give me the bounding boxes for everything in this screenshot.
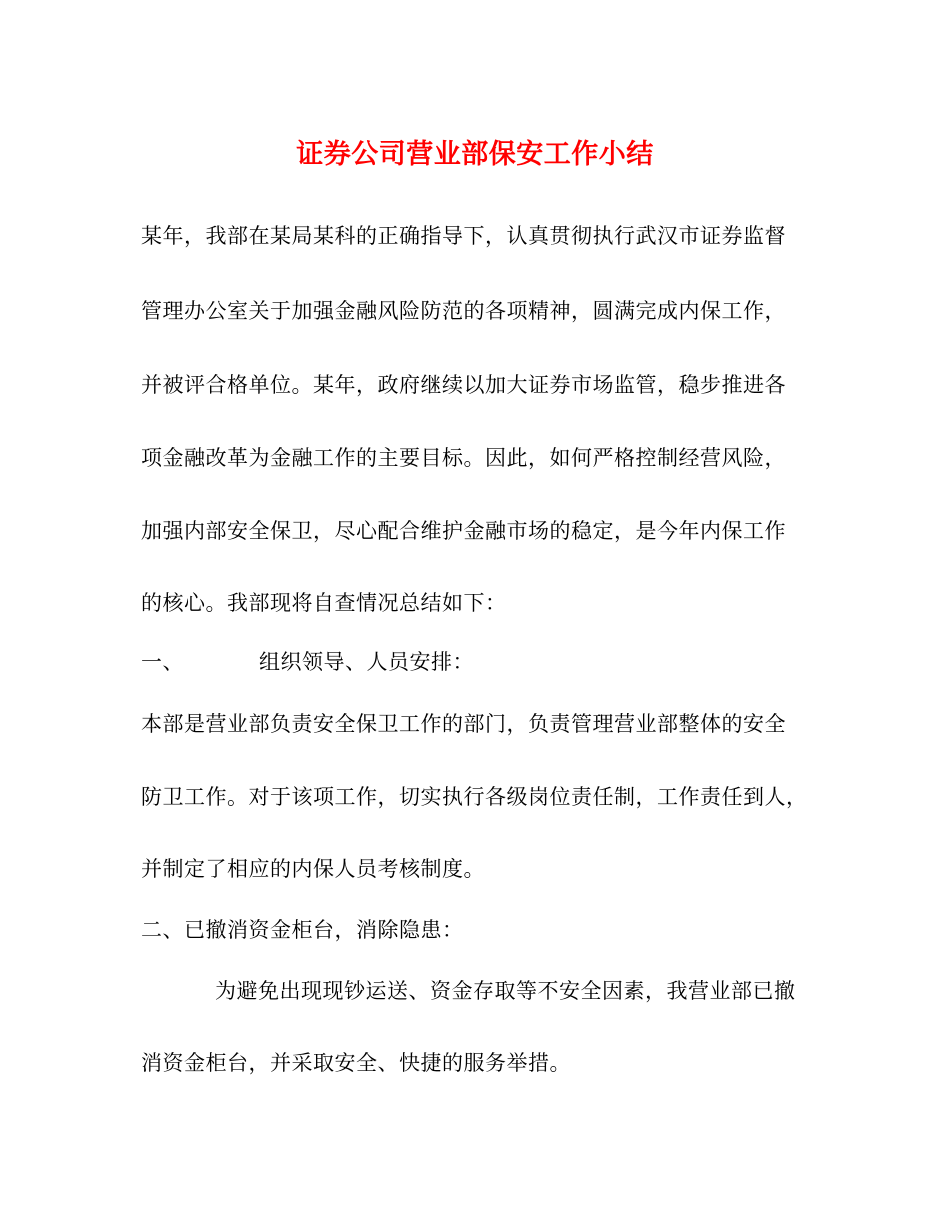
section-2-line-1-text: 为避免出现现钞运送、资金存取等不安全因素，我营业部已撤	[215, 979, 796, 1003]
intro-line-5: 加强内部安全保卫，尽心配合维护金融市场的稳定，是今年内保工作	[141, 519, 786, 543]
section-2-heading: 二、已撤消资金柜台，消除隐患：	[141, 918, 464, 942]
section-1-line-2: 防卫工作。对于该项工作，切实执行各级岗位责任制，工作责任到人，	[141, 785, 808, 809]
intro-line-3: 并被评合格单位。某年，政府继续以加大证券市场监管，稳步推进各	[141, 373, 786, 397]
section-2-line-1	[141, 975, 796, 1005]
section-1-line-1: 本部是营业部负责安全保卫工作的部门，负责管理营业部整体的安全	[141, 712, 786, 736]
intro-line-4: 项金融改革为金融工作的主要目标。因此，如何严格控制经营风险，	[141, 446, 786, 470]
section-1-heading	[141, 646, 474, 676]
intro-line-1: 某年，我部在某局某科的正确指导下，认真贯彻执行武汉市证券监督	[141, 224, 786, 248]
intro-line-2: 管理办公室关于加强金融风险防范的各项精神，圆满完成内保工作，	[141, 299, 786, 323]
section-1-number: 一、	[141, 650, 184, 674]
section-1-line-3: 并制定了相应的内保人员考核制度。	[141, 857, 485, 881]
intro-line-6: 的核心。我部现将自查情况总结如下：	[141, 591, 507, 615]
section-1-title: 组织领导、人员安排：	[259, 650, 474, 674]
section-2-line-2: 消资金柜台，并采取安全、快捷的服务举措。	[141, 1051, 571, 1075]
document-title: 证券公司营业部保安工作小结	[296, 139, 654, 170]
